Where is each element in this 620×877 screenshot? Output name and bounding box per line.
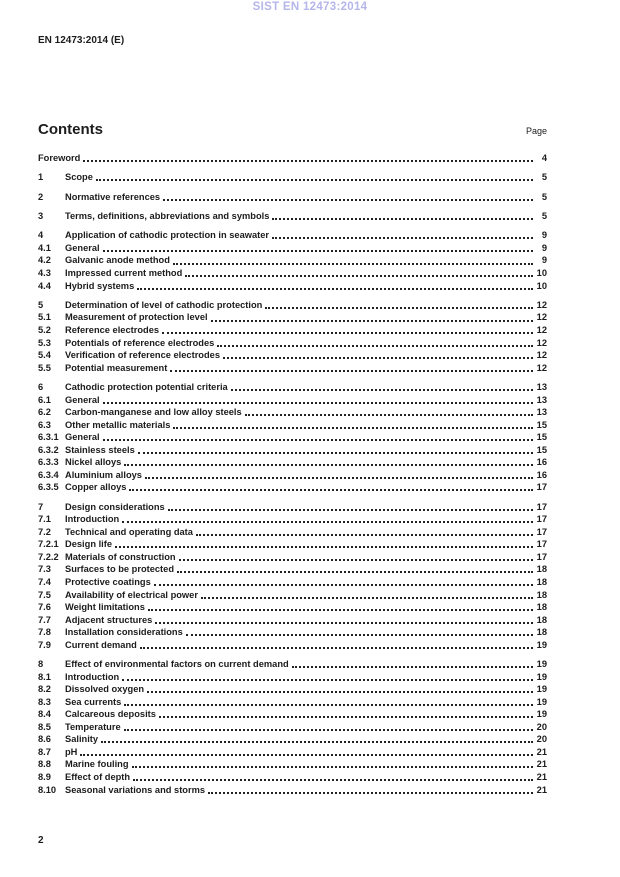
toc-entry-number: 8.3: [38, 696, 51, 707]
toc-entry-title: pH: [65, 746, 78, 757]
toc-entry-number: 1: [38, 172, 44, 183]
toc-entry: [38, 696, 547, 709]
toc-entry: [38, 254, 547, 267]
toc-entry-page-number: 15: [536, 419, 547, 430]
dot-leader: [147, 691, 533, 693]
toc-entry-page-number: 15: [536, 444, 547, 455]
page-column-label: Page: [525, 126, 547, 136]
toc-entry-title: Technical and operating data: [65, 526, 193, 537]
toc-entry-number: 7.2: [38, 526, 51, 537]
toc-entry-page-number: 17: [536, 482, 547, 493]
toc-entry-page-number: 12: [536, 299, 547, 310]
toc-entry-page-number: 9: [541, 230, 547, 241]
toc-entry-page-number: 5: [541, 211, 547, 222]
toc-entry-title: Galvanic anode method: [65, 255, 170, 266]
toc-entry-number: 7.6: [38, 602, 51, 613]
toc-entry-page-number: 12: [536, 362, 547, 373]
dot-leader: [272, 218, 533, 220]
toc-entry-page-number: 17: [536, 551, 547, 562]
dot-leader: [162, 332, 533, 334]
dot-leader: [196, 534, 533, 536]
toc-entry-number: 7.2.1: [38, 539, 59, 550]
contents-section: [38, 121, 547, 796]
toc-entry-page-number: 19: [536, 639, 547, 650]
toc-entry-number: 6.3.1: [38, 432, 59, 443]
toc-entry: [38, 639, 547, 652]
toc-entry: [38, 311, 547, 324]
toc-entry-page-number: 16: [536, 469, 547, 480]
toc-entry-page-number: 15: [536, 432, 547, 443]
toc-group: [38, 501, 547, 652]
toc-entry: [38, 551, 547, 564]
toc-entry-page-number: 18: [536, 564, 547, 575]
toc-entry-page-number: 20: [536, 721, 547, 732]
dot-leader: [177, 571, 533, 573]
toc-entry-title: Copper alloys: [65, 482, 127, 493]
toc-entry-page-number: 5: [541, 191, 547, 202]
dot-leader: [173, 427, 533, 429]
toc-entry-title: Sea currents: [65, 696, 122, 707]
dot-leader: [129, 489, 533, 491]
toc-entry-title: Other metallic materials: [65, 419, 171, 430]
toc-entry-page-number: 21: [536, 746, 547, 757]
toc-entry-number: 4.2: [38, 255, 51, 266]
toc-entry: [38, 381, 547, 394]
toc-entry: [38, 576, 547, 589]
toc-entry-number: 6.3: [38, 419, 51, 430]
dot-leader: [292, 666, 533, 668]
toc-entry: [38, 171, 547, 184]
toc-entry-title: Calcareous deposits: [65, 709, 156, 720]
toc-entry-page-number: 18: [536, 614, 547, 625]
dot-leader: [103, 250, 533, 252]
toc-entry-number: 8.9: [38, 771, 51, 782]
toc-entry: [38, 721, 547, 734]
dot-leader: [122, 679, 533, 681]
toc-entry-number: 5.3: [38, 337, 51, 348]
toc-entry-page-number: 12: [536, 337, 547, 348]
toc-entry: [38, 267, 547, 280]
toc-entry-title: Dissolved oxygen: [65, 684, 145, 695]
toc-entry-title: Scope: [65, 172, 93, 183]
toc-entry-title: Current demand: [65, 639, 137, 650]
dot-leader: [173, 263, 533, 265]
dot-leader: [185, 275, 533, 277]
toc-entry-page-number: 19: [536, 659, 547, 670]
toc-entry-number: 7: [38, 501, 44, 512]
toc-group: [38, 229, 547, 292]
dot-leader: [137, 288, 533, 290]
toc-entry: [38, 349, 547, 362]
toc-entry-page-number: 13: [536, 407, 547, 418]
toc-entry-title: Stainless steels: [65, 444, 135, 455]
toc-entry: [38, 513, 547, 526]
toc-entry-page-number: 18: [536, 602, 547, 613]
toc-entry-number: 4.4: [38, 280, 51, 291]
toc-entry-title: General: [65, 394, 100, 405]
toc-group: [38, 210, 547, 223]
toc-entry-page-number: 20: [536, 734, 547, 745]
toc-entry-page-number: 17: [536, 539, 547, 550]
table-of-contents: [38, 152, 547, 796]
toc-entry-page-number: 9: [541, 242, 547, 253]
toc-entry-title: Potentials of reference electrodes: [65, 337, 215, 348]
toc-entry: [38, 210, 547, 223]
toc-entry-title: Temperature: [65, 721, 121, 732]
toc-entry: [38, 191, 547, 204]
toc-entry: [38, 456, 547, 469]
toc-entry-title: Design considerations: [65, 501, 165, 512]
toc-entry: [38, 152, 547, 165]
toc-entry-title: Effect of environmental factors on current demand: [65, 659, 289, 670]
toc-entry-title: Marine fouling: [65, 759, 129, 770]
watermark-text: SIST EN 12473:2014: [252, 1, 368, 13]
toc-entry-page-number: 19: [536, 671, 547, 682]
toc-entry-number: 6.3.3: [38, 457, 59, 468]
dot-leader: [148, 609, 533, 611]
toc-entry-number: 7.3: [38, 564, 51, 575]
dot-leader: [140, 647, 533, 649]
toc-entry-page-number: 21: [536, 784, 547, 795]
dot-leader: [208, 792, 533, 794]
toc-entry-number: 2: [38, 191, 44, 202]
toc-entry-page-number: 16: [536, 457, 547, 468]
toc-entry-number: 4.1: [38, 242, 51, 253]
toc-entry-title: Impressed current method: [65, 268, 183, 279]
toc-entry: [38, 481, 547, 494]
toc-entry-page-number: 19: [536, 709, 547, 720]
toc-entry: [38, 671, 547, 684]
toc-entry-page-number: 21: [536, 771, 547, 782]
toc-entry-number: 8.1: [38, 671, 51, 682]
toc-entry-number: 7.5: [38, 589, 51, 600]
toc-group: [38, 381, 547, 494]
toc-entry: [38, 563, 547, 576]
toc-entry: [38, 658, 547, 671]
toc-entry-number: 7.2.2: [38, 551, 59, 562]
dot-leader: [245, 414, 533, 416]
toc-entry: [38, 601, 547, 614]
toc-entry-title: Availability of electrical power: [65, 589, 198, 600]
contents-heading-row: [38, 121, 547, 138]
toc-entry-page-number: 12: [536, 312, 547, 323]
toc-entry-page-number: 13: [536, 394, 547, 405]
toc-entry-title: Terms, definitions, abbreviations and symbols: [65, 211, 270, 222]
toc-entry-number: 8.7: [38, 746, 51, 757]
toc-entry-page-number: 5: [541, 172, 547, 183]
toc-entry: [38, 589, 547, 602]
toc-entry-title: Materials of construction: [65, 551, 176, 562]
toc-entry-title: Installation considerations: [65, 627, 183, 638]
toc-entry-title: Carbon-manganese and low alloy steels: [65, 407, 242, 418]
toc-entry: [38, 419, 547, 432]
toc-entry: [38, 431, 547, 444]
toc-group: [38, 191, 547, 204]
dot-leader: [122, 521, 533, 523]
toc-entry: [38, 229, 547, 242]
document-reference: EN 12473:2014 (E): [38, 35, 125, 46]
toc-entry-title: Seasonal variations and storms: [65, 784, 206, 795]
toc-entry: [38, 469, 547, 482]
dot-leader: [124, 704, 533, 706]
dot-leader: [133, 779, 533, 781]
toc-group: [38, 299, 547, 374]
toc-entry-title: Surfaces to be protected: [65, 564, 175, 575]
toc-entry: [38, 501, 547, 514]
toc-entry-title: Nickel alloys: [65, 457, 122, 468]
toc-entry-number: 6.2: [38, 407, 51, 418]
toc-entry-number: 8: [38, 659, 44, 670]
toc-entry: [38, 394, 547, 407]
toc-entry: [38, 324, 547, 337]
contents-title: Contents: [38, 121, 103, 138]
toc-entry-number: 5: [38, 299, 44, 310]
toc-entry-title: Introduction: [65, 671, 120, 682]
toc-entry-page-number: 17: [536, 514, 547, 525]
dot-leader: [103, 439, 533, 441]
toc-entry-page-number: 12: [536, 325, 547, 335]
dot-leader: [163, 199, 533, 201]
dot-leader: [223, 357, 533, 359]
dot-leader: [103, 402, 533, 404]
toc-entry-title: Determination of level of cathodic protection: [65, 299, 263, 310]
toc-entry: [38, 526, 547, 539]
toc-entry: [38, 406, 547, 419]
dot-leader: [83, 160, 533, 162]
dot-leader: [231, 389, 533, 391]
dot-leader: [80, 754, 533, 756]
toc-entry-title: Measurement of protection level: [65, 312, 208, 323]
toc-entry: [38, 337, 547, 350]
toc-entry: [38, 733, 547, 746]
toc-entry: [38, 362, 547, 375]
toc-entry: [38, 280, 547, 293]
toc-entry-page-number: 21: [536, 759, 547, 770]
dot-leader: [132, 766, 533, 768]
toc-group: [38, 658, 547, 796]
toc-entry: [38, 771, 547, 784]
toc-entry-page-number: 4: [541, 153, 547, 163]
dot-leader: [159, 716, 533, 718]
toc-entry: [38, 746, 547, 759]
toc-entry-title: Reference electrodes: [65, 325, 160, 335]
toc-entry-number: 8.10: [38, 784, 57, 795]
toc-entry-title: Design life: [65, 539, 113, 550]
toc-entry-title: Cathodic protection potential criteria: [65, 381, 228, 392]
toc-entry-number: 6.3.4: [38, 469, 59, 480]
toc-entry-page-number: 17: [536, 501, 547, 512]
toc-entry-title: Effect of depth: [65, 771, 131, 782]
toc-entry-number: 5.5: [38, 362, 51, 373]
dot-leader: [211, 320, 533, 322]
toc-entry-number: 6: [38, 381, 44, 392]
toc-group: [38, 171, 547, 184]
toc-entry-number: 8.4: [38, 709, 51, 720]
toc-entry-number: 6.3.5: [38, 482, 59, 493]
dot-leader: [124, 464, 533, 466]
toc-entry-number: 8.2: [38, 684, 51, 695]
toc-entry-number: 8.6: [38, 734, 51, 745]
toc-entry: [38, 538, 547, 551]
toc-entry-number: 5.1: [38, 312, 51, 323]
dot-leader: [201, 597, 533, 599]
toc-entry-number: 5.4: [38, 350, 51, 361]
toc-entry-number: 7.9: [38, 639, 51, 650]
dot-leader: [138, 452, 533, 454]
toc-entry-number: 6.1: [38, 394, 51, 405]
toc-entry-title: General: [65, 432, 100, 443]
dot-leader: [168, 509, 533, 511]
toc-entry-title: Protective coatings: [65, 576, 151, 587]
toc-entry-number: 8.8: [38, 759, 51, 770]
toc-entry: [38, 784, 547, 797]
toc-entry-number: 5.2: [38, 325, 51, 335]
toc-entry-page-number: 18: [536, 627, 547, 638]
dot-leader: [155, 622, 533, 624]
toc-entry: [38, 758, 547, 771]
dot-leader: [154, 584, 533, 586]
toc-entry-page-number: 18: [536, 576, 547, 587]
toc-entry-number: 7.4: [38, 576, 51, 587]
toc-entry-page-number: 10: [536, 268, 547, 279]
dot-leader: [115, 546, 533, 548]
dot-leader: [101, 741, 533, 743]
toc-entry: [38, 299, 547, 312]
dot-leader: [265, 307, 533, 309]
toc-entry-page-number: 9: [541, 255, 547, 266]
toc-entry-title: Normative references: [65, 191, 161, 202]
toc-entry-number: 7.8: [38, 627, 51, 638]
toc-entry-page-number: 10: [536, 280, 547, 291]
toc-entry-page-number: 19: [536, 696, 547, 707]
toc-entry-title: Introduction: [65, 514, 120, 525]
toc-entry-title: Hybrid systems: [65, 280, 135, 291]
toc-entry-page-number: 17: [536, 526, 547, 537]
toc-entry-page-number: 18: [536, 589, 547, 600]
toc-entry-number: 6.3.2: [38, 444, 59, 455]
toc-entry-page-number: 12: [536, 350, 547, 361]
dot-leader: [217, 345, 533, 347]
toc-entry-number: 7.7: [38, 614, 51, 625]
toc-entry: [38, 444, 547, 457]
toc-entry-title: Foreword: [38, 153, 81, 163]
toc-entry-title: Weight limitations: [65, 602, 145, 613]
toc-entry: [38, 242, 547, 255]
dot-leader: [145, 477, 533, 479]
dot-leader: [272, 237, 533, 239]
dot-leader: [96, 179, 533, 181]
toc-entry-title: Adjacent structures: [65, 614, 153, 625]
dot-leader: [179, 559, 533, 561]
toc-entry-title: Verification of reference electrodes: [65, 350, 221, 361]
toc-entry-title: Salinity: [65, 734, 99, 745]
dot-leader: [170, 370, 533, 372]
toc-entry: [38, 626, 547, 639]
toc-entry: [38, 708, 547, 721]
dot-leader: [186, 634, 533, 636]
toc-entry-title: General: [65, 242, 100, 253]
toc-entry-number: 4.3: [38, 268, 51, 279]
toc-entry-number: 8.5: [38, 721, 51, 732]
footer-page-number: 2: [38, 835, 44, 846]
toc-entry-number: 7.1: [38, 514, 51, 525]
toc-entry-number: 4: [38, 230, 44, 241]
toc-entry: [38, 683, 547, 696]
toc-group: [38, 152, 547, 165]
toc-entry-page-number: 19: [536, 684, 547, 695]
toc-entry-title: Aluminium alloys: [65, 469, 142, 480]
toc-entry: [38, 614, 547, 627]
toc-entry-page-number: 13: [536, 381, 547, 392]
toc-entry-number: 3: [38, 211, 44, 222]
toc-entry-title: Application of cathodic protection in seawater: [65, 230, 270, 241]
toc-entry-title: Potential measurement: [65, 362, 168, 373]
dot-leader: [124, 729, 533, 731]
